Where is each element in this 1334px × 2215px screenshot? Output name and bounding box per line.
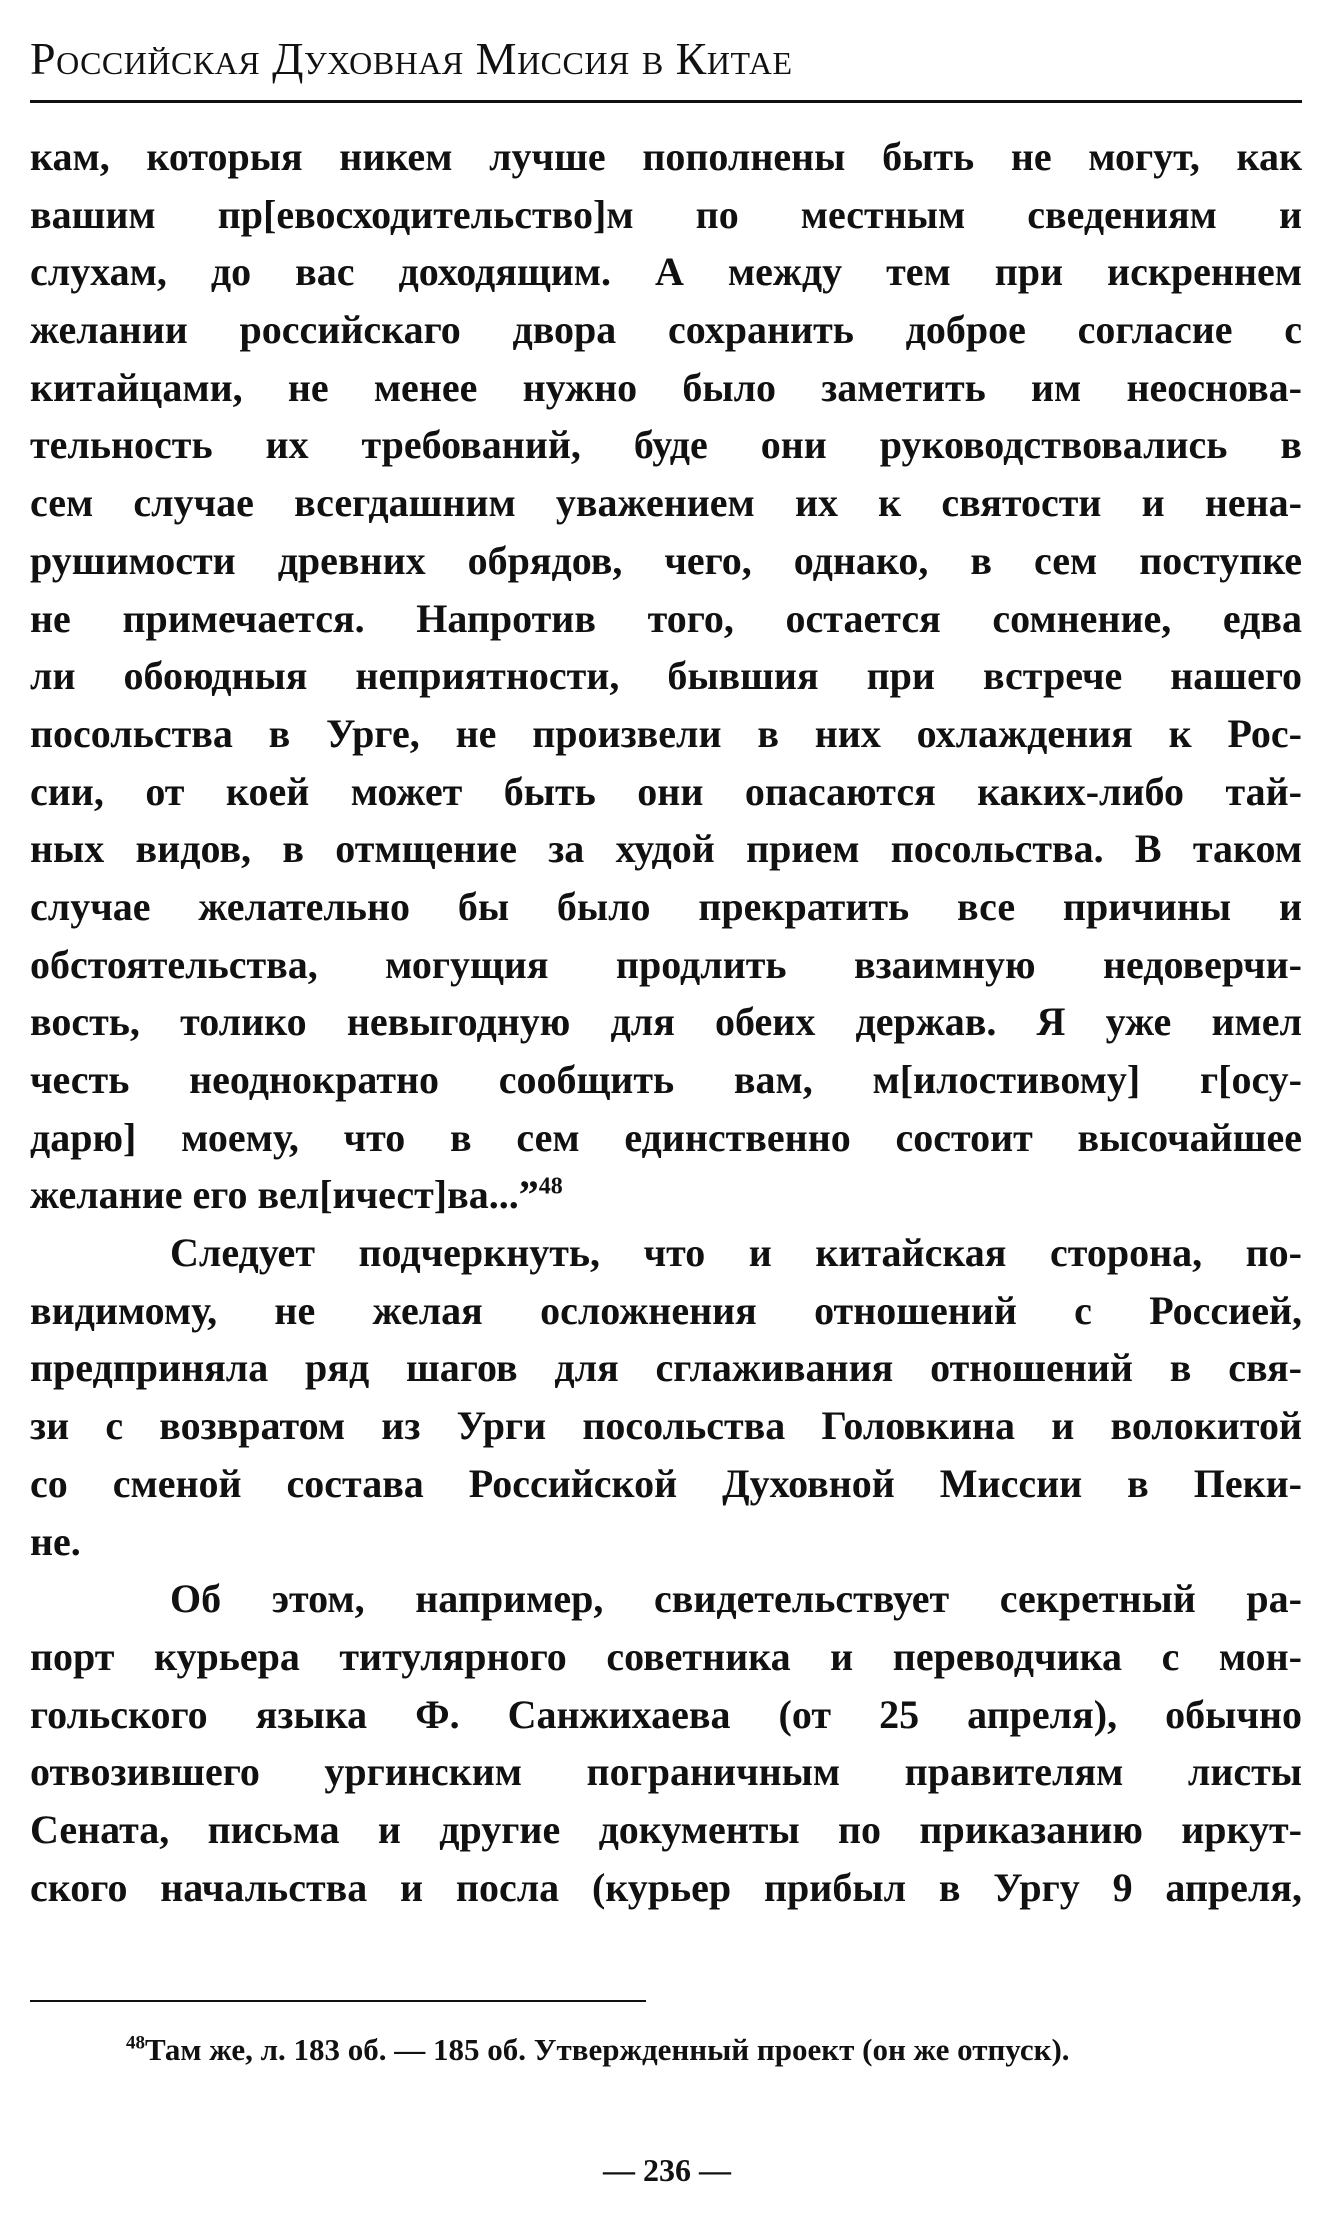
- text-line: Об этом, например, свидетельствует секретный ра-: [170, 1576, 1302, 1622]
- running-head: Российская Духовная Миссия в Китае: [30, 33, 793, 84]
- text-line: не.: [30, 1518, 81, 1564]
- text-line: тельность их требований, буде они руководствовались в: [30, 422, 1302, 468]
- text-line: кам, которыя никем лучше пополнены быть не могут, как: [30, 134, 1302, 179]
- footnote-number: 48: [126, 2032, 145, 2054]
- text-line: видимому, не желая осложнения отношений с Россией,: [30, 1287, 1302, 1333]
- footnote: [126, 2030, 1070, 2070]
- footnote-reference: 48: [538, 1174, 563, 1201]
- header-rule: [30, 100, 1302, 103]
- text-line: сии, от коей может быть они опасаются каких-либо тай-: [30, 768, 1302, 814]
- text-line: дарю] моему, что в сем единственно состоит высочайшее: [30, 1114, 1302, 1160]
- text-line: желании российскаго двора сохранить доброе согласие с: [30, 307, 1302, 353]
- text-line: посольства в Урге, не произвели в них охлаждения к Рос-: [30, 710, 1302, 756]
- text-line: отвозившего ургинским пограничным правителям листы: [30, 1749, 1302, 1795]
- footnote-rule: [30, 2000, 646, 2002]
- text-line: ных видов, в отмщение за худой прием посольства. В таком: [30, 826, 1302, 872]
- quote-end-text: желание его вел[ичест]ва...”: [30, 1172, 539, 1218]
- text-line: вашим пр[евосходительство]м по местным сведениям и: [30, 191, 1302, 237]
- text-line: зи с возвратом из Урги посольства Головкина и волокитой: [30, 1403, 1302, 1449]
- text-line: ли обоюдныя неприятности, бывшия при встрече нашего: [30, 653, 1302, 699]
- text-line: порт курьера титулярного советника и переводчика с мон-: [30, 1633, 1302, 1679]
- text-line: гольского языка Ф. Санжихаева (от 25 апреля), обычно: [30, 1691, 1302, 1737]
- text-line: Сената, письма и другие документы по приказанию иркут-: [30, 1806, 1302, 1852]
- text-line: предприняла ряд шагов для сглаживания отношений в свя-: [30, 1345, 1302, 1391]
- text-line: случае желательно бы было прекратить все причины и: [30, 883, 1302, 929]
- text-line: ского начальства и посла (курьер прибыл в Ургу 9 апреля,: [30, 1864, 1302, 1910]
- text-line: сем случае всегдашним уважением их к святости и нена-: [30, 480, 1302, 526]
- text-line: обстоятельства, могущия продлить взаимную недоверчи-: [30, 941, 1302, 987]
- text-line: рушимости древних обрядов, чего, однако, в сем поступке: [30, 537, 1302, 583]
- text-line: вость, толико невыгодную для обеих держав. Я уже имел: [30, 999, 1302, 1045]
- text-line: слухам, до вас доходящим. А между тем при искреннем: [30, 249, 1302, 295]
- footnote-text: Там же, л. 183 об. — 185 об. Утвержденный проект (он же отпуск).: [145, 2032, 1070, 2067]
- text-line: честь неоднократно сообщить вам, м[илостивому] г[осу-: [30, 1057, 1302, 1102]
- text-line: не примечается. Напротив того, остается сомнение, едва: [30, 595, 1302, 641]
- text-line: со сменой состава Российской Духовной Миссии в Пеки-: [30, 1460, 1302, 1506]
- text-line: Следует подчеркнуть, что и китайская сторона, по-: [170, 1230, 1302, 1276]
- text-line: китайцами, не менее нужно было заметить им неоснова-: [30, 364, 1302, 410]
- body-text: [30, 128, 1302, 1916]
- page-number: — 236 —: [603, 2152, 731, 2188]
- quote-end-line: [30, 1166, 1302, 1224]
